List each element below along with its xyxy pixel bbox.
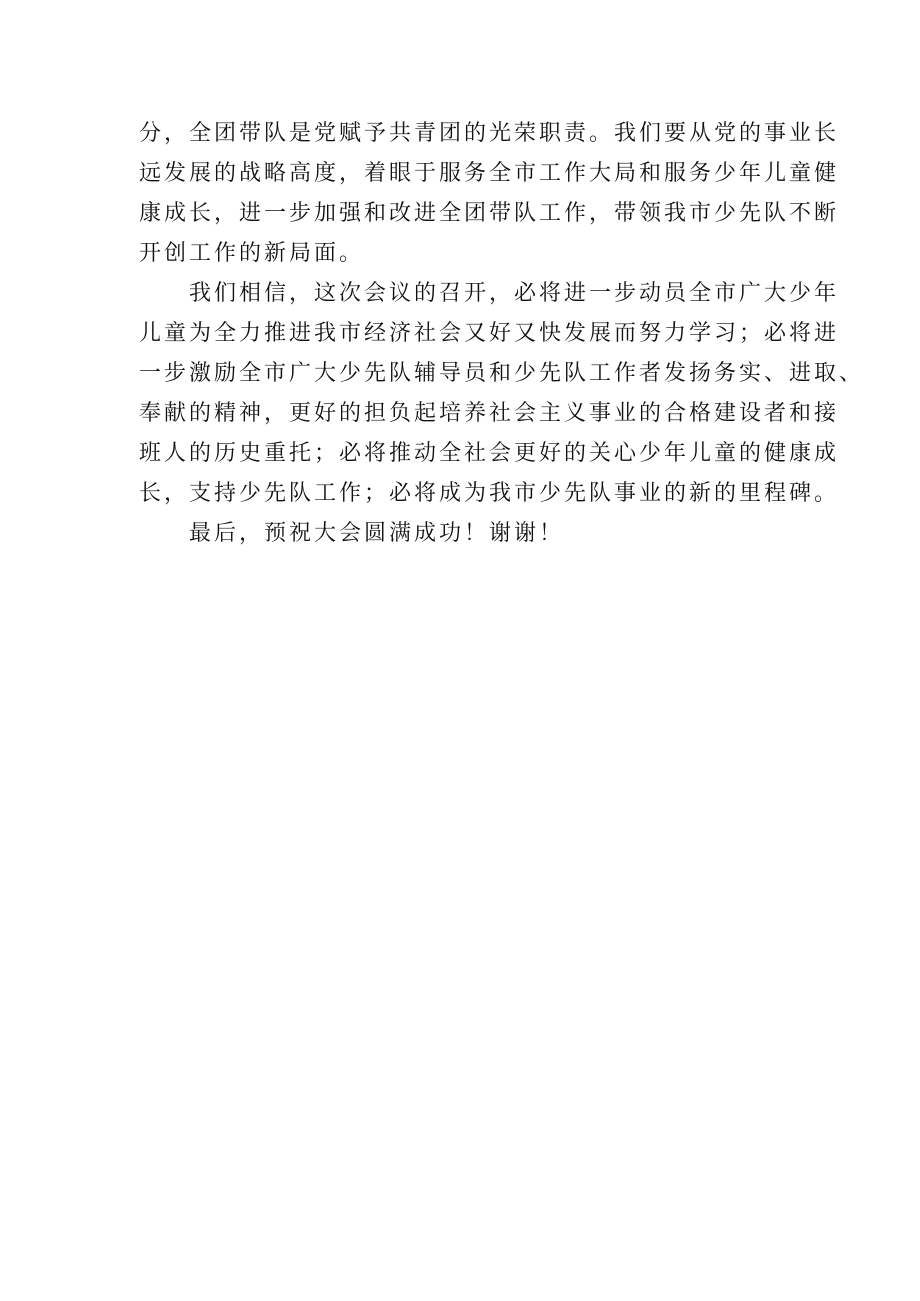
paragraph-1-line-3: 康成长，进一步加强和改进全团带队工作，带领我市少先队不断: [139, 201, 840, 226]
document-body: [139, 114, 865, 554]
paragraph-2-line-4: 奉献的精神，更好的担负起培养社会主义事业的合格建设者和接: [139, 401, 840, 426]
paragraph-1-line-1: 分，全团带队是党赋予共青团的光荣职责。我们要从党的事业长: [139, 121, 840, 146]
paragraph-2-line-3: 一步激励全市广大少先队辅导员和少先队工作者发扬务实、进取、: [139, 361, 865, 386]
paragraph-2: [139, 274, 865, 514]
paragraph-2-line-1: 我们相信，这次会议的召开，必将进一步动员全市广大少年: [189, 281, 840, 306]
paragraph-3: [139, 514, 809, 554]
paragraph-2-line-2: 儿童为全力推进我市经济社会又好又快发展而努力学习；必将进: [139, 321, 840, 346]
paragraph-3-line-1: 最后，预祝大会圆满成功！谢谢！: [189, 521, 565, 546]
paragraph-1: [139, 114, 840, 274]
paragraph-1-line-2: 远发展的战略高度，着眼于服务全市工作大局和服务少年儿童健: [139, 161, 840, 186]
paragraph-2-line-5: 班人的历史重托；必将推动全社会更好的关心少年儿童的健康成: [139, 441, 840, 466]
paragraph-2-line-6: 长，支持少先队工作；必将成为我市少先队事业的新的里程碑。: [139, 481, 840, 506]
paragraph-1-line-4: 开创工作的新局面。: [139, 241, 365, 266]
